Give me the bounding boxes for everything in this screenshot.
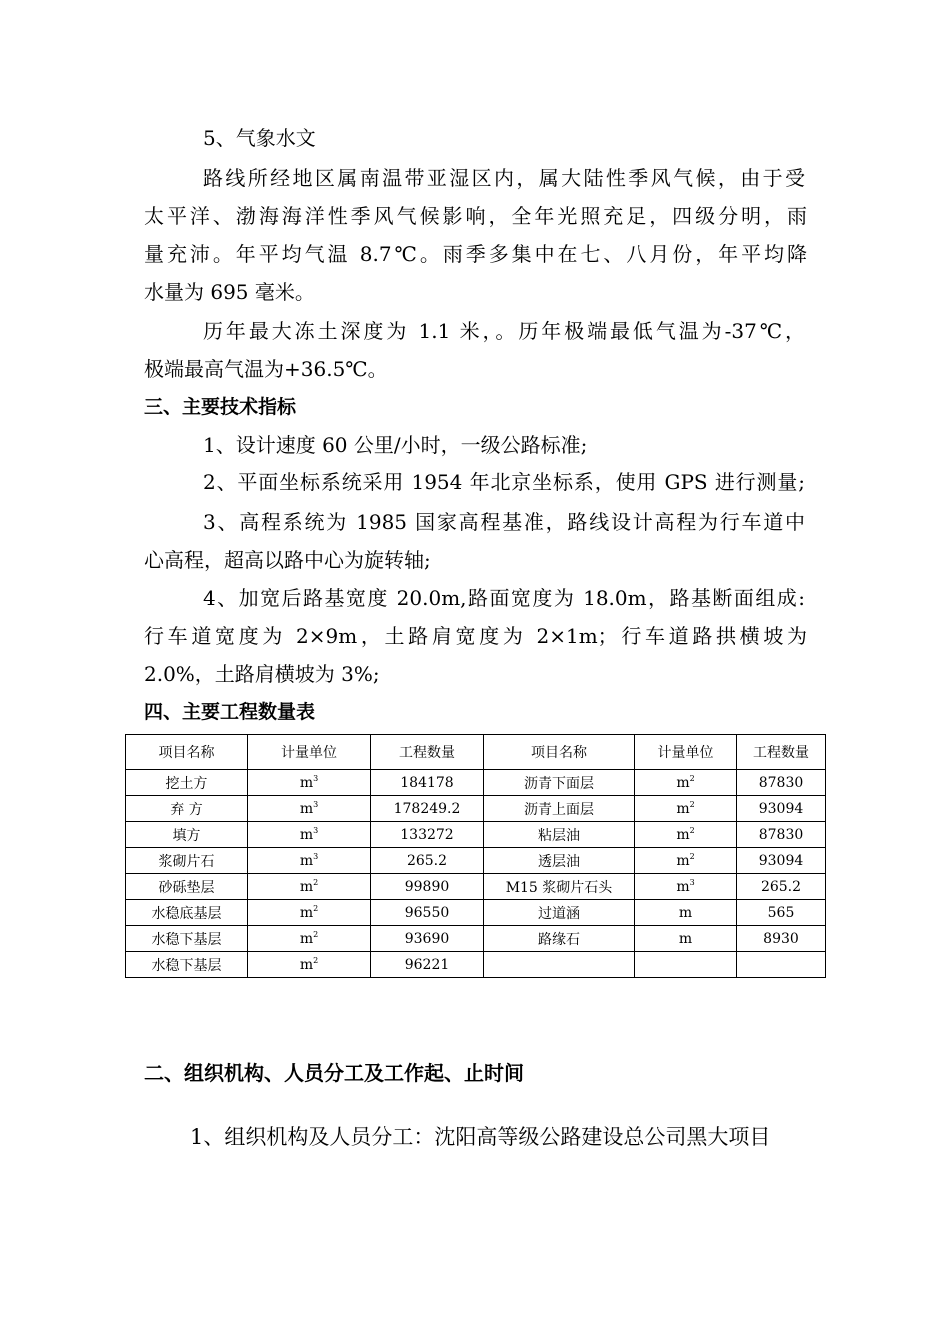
cell-item-name xyxy=(126,848,248,874)
header-quantity: 工程数量 xyxy=(371,735,484,770)
cell-quantity xyxy=(737,952,826,978)
cell-quantity-text: 178249.2 xyxy=(393,800,461,817)
section5-para1-line4: 水量为 695 毫米。 xyxy=(144,280,315,304)
table-row xyxy=(126,770,826,796)
cell-unit-text: m xyxy=(299,930,314,947)
cell-item-name xyxy=(126,822,248,848)
table-row xyxy=(126,796,826,822)
cell-item-name-text: 浆砌片石 xyxy=(158,853,215,870)
section3-item1: 1、设计速度 60 公里/小时，一级公路标准; xyxy=(203,433,588,457)
cell-quantity xyxy=(371,848,484,874)
section5-para1-line2: 太平洋、渤海海洋性季风气候影响，全年光照充足，四级分明，雨 xyxy=(144,204,807,228)
cell-quantity xyxy=(737,926,826,952)
unit-exponent: 2 xyxy=(689,851,695,861)
cell-unit xyxy=(248,926,371,952)
section3-item4-line3: 2.0%，土路肩横坡为 3%; xyxy=(144,662,380,686)
section5-heading: 5、气象水文 xyxy=(203,126,316,150)
cell-quantity xyxy=(371,822,484,848)
cell-quantity-text: 93094 xyxy=(758,800,804,817)
cell-quantity-text: 87830 xyxy=(758,774,804,791)
cell-item-name xyxy=(484,874,635,900)
cell-unit-text: m xyxy=(678,904,693,921)
cell-quantity-text: 565 xyxy=(767,904,795,921)
part2-heading: 二、组织机构、人员分工及工作起、止时间 xyxy=(144,1061,524,1085)
cell-unit xyxy=(248,874,371,900)
cell-item-name-text: 挖土方 xyxy=(165,775,208,792)
cell-quantity-text: 87830 xyxy=(758,826,804,843)
header-unit: 计量单位 xyxy=(248,735,371,770)
cell-item-name-text: 粘层油 xyxy=(538,827,580,844)
cell-unit-text: m xyxy=(676,774,690,791)
cell-item-name xyxy=(126,796,248,822)
cell-quantity xyxy=(737,796,826,822)
cell-unit xyxy=(635,848,737,874)
cell-item-name-text: 水稳底基层 xyxy=(151,905,222,922)
cell-quantity xyxy=(371,796,484,822)
cell-quantity-text: 133272 xyxy=(400,826,454,843)
section5-para1-line1: 路线所经地区属南温带亚湿区内，属大陆性季风气候，由于受 xyxy=(203,166,805,190)
cell-quantity xyxy=(371,874,484,900)
section3-item3-line1: 3、高程系统为 1985 国家高程基准，路线设计高程为行车道中 xyxy=(203,510,805,534)
cell-unit-text: m xyxy=(676,852,690,869)
unit-exponent: 3 xyxy=(313,825,319,835)
table-row xyxy=(126,822,826,848)
cell-unit-text: m xyxy=(299,904,314,921)
unit-exponent: 2 xyxy=(313,955,319,965)
unit-exponent: 2 xyxy=(689,825,695,835)
cell-unit xyxy=(635,822,737,848)
unit-exponent: 2 xyxy=(313,929,319,939)
cell-item-name xyxy=(484,900,635,926)
cell-quantity-text: 96550 xyxy=(404,904,450,921)
cell-unit xyxy=(248,848,371,874)
cell-quantity-text: 96221 xyxy=(404,956,450,973)
cell-item-name-text: 填方 xyxy=(172,827,201,844)
cell-quantity-text: 93094 xyxy=(758,852,804,869)
cell-item-name xyxy=(126,770,248,796)
cell-unit xyxy=(635,952,737,978)
cell-item-name xyxy=(484,952,635,978)
header-unit: 计量单位 xyxy=(635,735,737,770)
cell-item-name xyxy=(484,822,635,848)
cell-unit-text: m xyxy=(678,930,693,947)
cell-unit-text: m xyxy=(299,956,314,973)
cell-item-name-text: 沥青上面层 xyxy=(524,801,594,818)
cell-item-name xyxy=(484,770,635,796)
cell-quantity-text: 265.2 xyxy=(760,878,802,895)
unit-exponent: 3 xyxy=(313,851,319,861)
cell-quantity xyxy=(737,848,826,874)
cell-unit-text: m xyxy=(299,826,314,843)
cell-unit xyxy=(248,796,371,822)
section5-para1-line3: 量充沛。年平均气温 8.7℃。雨季多集中在七、八月份，年平均降 xyxy=(144,242,807,266)
cell-item-name-text: M15 浆砌片石头 xyxy=(505,879,613,896)
section3-item4-line1: 4、加宽后路基宽度 20.0m,路面宽度为 18.0m，路基断面组成: xyxy=(203,586,805,610)
unit-exponent: 3 xyxy=(313,799,319,809)
cell-unit-text: m xyxy=(299,774,314,791)
cell-unit xyxy=(635,796,737,822)
unit-exponent: 2 xyxy=(313,903,319,913)
cell-quantity-text: 265.2 xyxy=(406,852,448,869)
cell-quantity xyxy=(737,822,826,848)
cell-item-name-text: 过道涵 xyxy=(538,905,580,922)
part2-para: 1、组织机构及人员分工：沈阳高等级公路建设总公司黑大项目 xyxy=(190,1125,771,1149)
cell-item-name xyxy=(484,796,635,822)
cell-item-name xyxy=(484,926,635,952)
cell-quantity xyxy=(371,926,484,952)
cell-quantity-text: 184178 xyxy=(400,774,454,791)
cell-quantity-text: 99890 xyxy=(404,878,450,895)
cell-unit xyxy=(635,926,737,952)
header-item-name: 项目名称 xyxy=(126,735,248,770)
unit-exponent: 3 xyxy=(313,773,319,783)
cell-quantity xyxy=(737,900,826,926)
cell-unit xyxy=(248,822,371,848)
table-header-row xyxy=(126,735,826,770)
cell-item-name-text: 透层油 xyxy=(538,853,580,870)
cell-unit-text: m xyxy=(676,826,690,843)
cell-item-name xyxy=(126,874,248,900)
cell-item-name-text: 砂砾垫层 xyxy=(158,879,215,896)
cell-quantity xyxy=(371,900,484,926)
quantity-table xyxy=(125,734,826,978)
cell-unit xyxy=(248,900,371,926)
header-item-name: 项目名称 xyxy=(484,735,635,770)
table-row xyxy=(126,848,826,874)
cell-quantity xyxy=(737,874,826,900)
cell-quantity xyxy=(737,770,826,796)
unit-exponent: 2 xyxy=(689,799,695,809)
cell-unit xyxy=(248,952,371,978)
unit-exponent: 2 xyxy=(313,877,319,887)
cell-item-name-text: 水稳下基层 xyxy=(151,957,222,974)
section3-item4-line2: 行车道宽度为 2×9m，土路肩宽度为 2×1m；行车道路拱横坡为 xyxy=(144,624,807,648)
table-row xyxy=(126,952,826,978)
cell-quantity-text: 93690 xyxy=(404,930,450,947)
section4-heading: 四、主要工程数量表 xyxy=(144,701,316,723)
cell-item-name-text: 沥青下面层 xyxy=(524,775,594,792)
cell-unit xyxy=(248,770,371,796)
cell-unit-text: m xyxy=(299,852,314,869)
header-quantity: 工程数量 xyxy=(737,735,826,770)
unit-exponent: 3 xyxy=(689,877,695,887)
cell-item-name xyxy=(126,900,248,926)
section3-item2: 2、平面坐标系统采用 1954 年北京坐标系，使用 GPS 进行测量; xyxy=(203,470,805,494)
unit-exponent: 2 xyxy=(689,773,695,783)
section3-heading: 三、主要技术指标 xyxy=(144,396,297,418)
cell-unit xyxy=(635,770,737,796)
section5-para2-line1: 历年最大冻土深度为 1.1 米，。历年极端最低气温为-37℃， xyxy=(203,319,805,343)
cell-quantity-text: 8930 xyxy=(763,930,799,947)
cell-quantity xyxy=(371,952,484,978)
cell-unit-text: m xyxy=(299,878,314,895)
cell-unit-text: m xyxy=(676,800,690,817)
table-row xyxy=(126,874,826,900)
cell-item-name-text: 路缘石 xyxy=(538,931,580,948)
cell-unit-text: m xyxy=(676,878,690,895)
cell-item-name-text: 弃 方 xyxy=(170,801,203,818)
cell-unit xyxy=(635,900,737,926)
section5-para2-line2: 极端最高气温为+36.5℃。 xyxy=(144,357,388,381)
cell-item-name xyxy=(126,926,248,952)
cell-item-name-text: 水稳下基层 xyxy=(151,931,222,948)
cell-unit-text: m xyxy=(299,800,314,817)
cell-item-name xyxy=(484,848,635,874)
cell-unit xyxy=(635,874,737,900)
table-row xyxy=(126,900,826,926)
table-row xyxy=(126,926,826,952)
cell-item-name xyxy=(126,952,248,978)
cell-quantity xyxy=(371,770,484,796)
section3-item3-line2: 心高程，超高以路中心为旋转轴; xyxy=(144,548,431,572)
